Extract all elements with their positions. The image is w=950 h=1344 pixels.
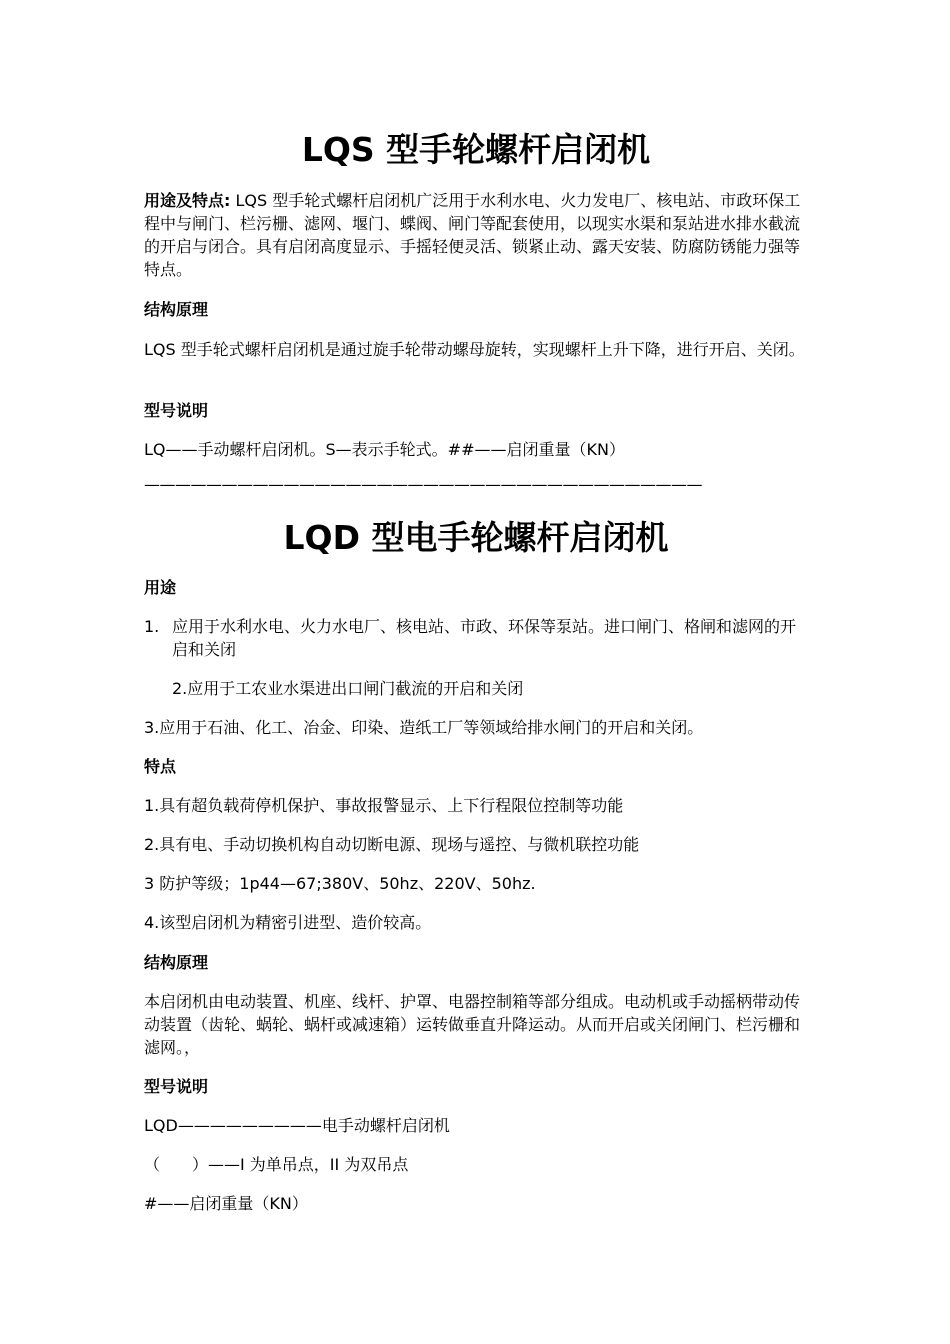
lqs-usage-text: LQS 型手轮式螺杆启闭机广泛用于水利水电、火力发电厂、核电站、市政环保工程中与闸门、栏污栅、滤网、堰门、蝶阀、闸门等配套使用，以现实水渠和泵站进水排水截流的开启与闭合。具有启闭高度显示、手摇轻便灵活、锁紧止动、露天安装、防腐防锈能力强等特点。: [144, 191, 801, 279]
lqd-usage-item-2: 2.应用于工农业水渠进出口闸门截流的开启和关闭: [172, 679, 524, 698]
lqd-usage-item-3: 3.应用于石油、化工、冶金、印染、造纸工厂等领域给排水闸门的开启和关闭。: [144, 718, 704, 737]
lqd-features-heading: 特点: [144, 757, 177, 776]
lqd-usage-item-1: [144, 615, 808, 661]
lqs-structure-text: LQS 型手轮式螺杆启闭机是通过旋手轮带动螺母旋转，实现螺杆上升下降，进行开启、关闭。: [144, 340, 805, 359]
lqd-structure-heading: 结构原理: [144, 953, 209, 972]
lqd-model-line-2: （ ）——I 为单吊点，II 为双吊点: [144, 1155, 409, 1174]
lqs-usage-label: 用途及特点:: [144, 191, 231, 210]
section-separator: ————————————————————————————————————: [144, 475, 702, 494]
lqd-feature-1: 1.具有超负载荷停机保护、事故报警显示、上下行程限位控制等功能: [144, 796, 624, 815]
lqs-usage-paragraph: [144, 189, 808, 281]
lqs-model-heading: 型号说明: [144, 401, 209, 420]
lqd-model-line-1: LQD—————————电手动螺杆启闭机: [144, 1116, 450, 1135]
lqd-feature-3: 3 防护等级；1p44—67;380V、50hz、220V、50hz.: [144, 874, 536, 893]
lqs-structure-heading: 结构原理: [144, 300, 209, 319]
lqd-model-heading: 型号说明: [144, 1077, 209, 1096]
lqd-title: LQD 型电手轮螺杆启闭机: [283, 518, 669, 557]
lqd-feature-4: 4.该型启闭机为精密引进型、造价较高。: [144, 913, 432, 932]
lqs-title: LQS 型手轮螺杆启闭机: [301, 130, 651, 169]
lqs-model-text: LQ——手动螺杆启闭机。S—表示手轮式。##——启闭重量（KN）: [144, 440, 625, 459]
list-number: 1.: [144, 617, 160, 636]
lqd-structure-text: 本启闭机由电动装置、机座、线杆、护罩、电器控制箱等部分组成。电动机或手动摇柄带动传动装置（齿轮、蜗轮、蜗杆或减速箱）运转做垂直升降运动。从而开启或关闭闸门、栏污栅和滤网。，: [144, 992, 801, 1057]
list-text: 应用于水利水电、火力水电厂、核电站、市政、环保等泵站。进口闸门、格闸和滤网的开启和关闭: [172, 617, 797, 659]
lqd-feature-2: 2.具有电、手动切换机构自动切断电源、现场与遥控、与微机联控功能: [144, 835, 640, 854]
lqd-usage-heading: 用途: [144, 578, 177, 597]
lqd-model-line-3: #——启闭重量（KN）: [144, 1194, 308, 1213]
